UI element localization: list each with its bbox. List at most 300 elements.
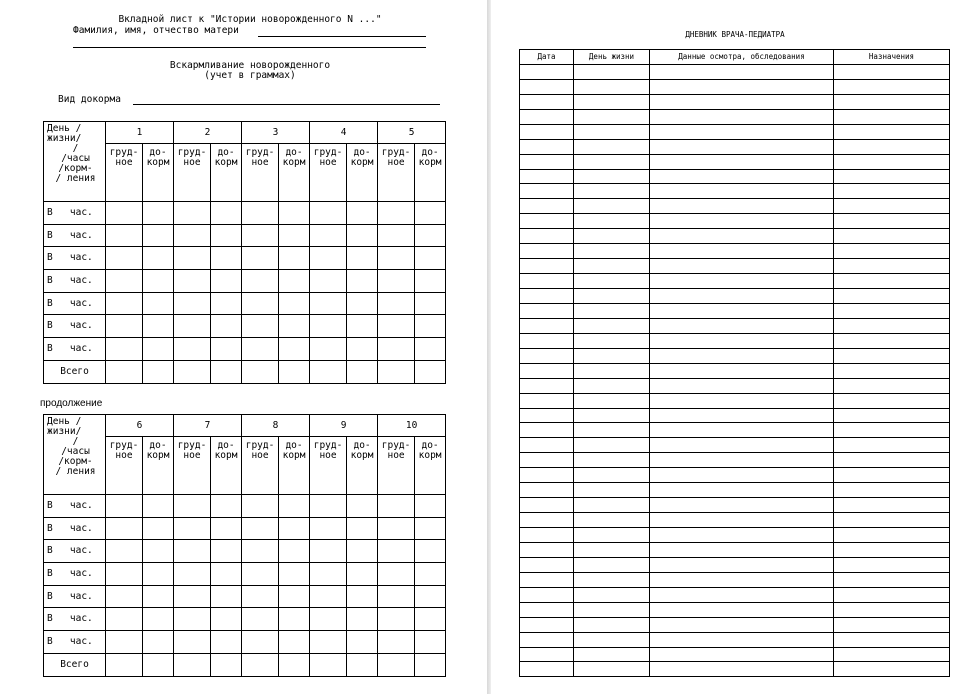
- diary-cell[interactable]: [520, 647, 574, 662]
- diary-cell[interactable]: [520, 214, 574, 229]
- diary-cell[interactable]: [574, 572, 650, 587]
- feeding-cell[interactable]: [279, 540, 310, 563]
- feeding-cell[interactable]: [310, 495, 347, 518]
- feeding-cell[interactable]: [347, 517, 378, 540]
- diary-cell[interactable]: [574, 124, 650, 139]
- feeding-cell[interactable]: [242, 224, 279, 247]
- feeding-cell[interactable]: [415, 631, 446, 654]
- diary-cell[interactable]: [834, 214, 950, 229]
- diary-cell[interactable]: [520, 139, 574, 154]
- diary-cell[interactable]: [834, 229, 950, 244]
- diary-cell[interactable]: [650, 483, 834, 498]
- feeding-cell[interactable]: [106, 270, 143, 293]
- feeding-cell[interactable]: [378, 540, 415, 563]
- feeding-cell[interactable]: [347, 224, 378, 247]
- feeding-cell[interactable]: [415, 495, 446, 518]
- feeding-cell[interactable]: [279, 563, 310, 586]
- feeding-cell[interactable]: [174, 517, 211, 540]
- diary-cell[interactable]: [834, 423, 950, 438]
- diary-cell[interactable]: [650, 244, 834, 259]
- feeding-cell[interactable]: [279, 608, 310, 631]
- feeding-cell[interactable]: [310, 338, 347, 361]
- feeding-total-cell[interactable]: [106, 653, 143, 676]
- feeding-cell[interactable]: [242, 540, 279, 563]
- diary-cell[interactable]: [520, 303, 574, 318]
- diary-cell[interactable]: [650, 169, 834, 184]
- feeding-cell[interactable]: [242, 338, 279, 361]
- diary-cell[interactable]: [650, 647, 834, 662]
- diary-cell[interactable]: [834, 199, 950, 214]
- diary-cell[interactable]: [650, 438, 834, 453]
- diary-cell[interactable]: [834, 528, 950, 543]
- diary-cell[interactable]: [834, 244, 950, 259]
- feeding-cell[interactable]: [242, 495, 279, 518]
- diary-cell[interactable]: [834, 64, 950, 79]
- mother-name-field-line2[interactable]: [73, 47, 426, 48]
- diary-cell[interactable]: [650, 259, 834, 274]
- feeding-cell[interactable]: [347, 338, 378, 361]
- diary-cell[interactable]: [520, 154, 574, 169]
- feeding-cell[interactable]: [347, 247, 378, 270]
- feeding-cell[interactable]: [143, 247, 174, 270]
- diary-cell[interactable]: [520, 378, 574, 393]
- feeding-cell[interactable]: [143, 608, 174, 631]
- diary-cell[interactable]: [574, 318, 650, 333]
- diary-cell[interactable]: [650, 348, 834, 363]
- feeding-cell[interactable]: [347, 292, 378, 315]
- diary-cell[interactable]: [650, 363, 834, 378]
- feeding-total-cell[interactable]: [174, 653, 211, 676]
- diary-cell[interactable]: [834, 169, 950, 184]
- feeding-cell[interactable]: [415, 292, 446, 315]
- feeding-cell[interactable]: [174, 608, 211, 631]
- diary-cell[interactable]: [520, 124, 574, 139]
- feeding-cell[interactable]: [106, 585, 143, 608]
- feeding-cell[interactable]: [106, 202, 143, 225]
- diary-cell[interactable]: [834, 557, 950, 572]
- feeding-cell[interactable]: [347, 270, 378, 293]
- diary-cell[interactable]: [834, 154, 950, 169]
- diary-cell[interactable]: [574, 557, 650, 572]
- feeding-total-cell[interactable]: [415, 360, 446, 383]
- feeding-cell[interactable]: [415, 608, 446, 631]
- diary-cell[interactable]: [520, 408, 574, 423]
- diary-cell[interactable]: [650, 378, 834, 393]
- diary-cell[interactable]: [650, 139, 834, 154]
- feeding-cell[interactable]: [310, 224, 347, 247]
- diary-cell[interactable]: [834, 513, 950, 528]
- diary-cell[interactable]: [520, 169, 574, 184]
- diary-cell[interactable]: [520, 617, 574, 632]
- diary-cell[interactable]: [574, 348, 650, 363]
- diary-cell[interactable]: [520, 393, 574, 408]
- diary-cell[interactable]: [574, 513, 650, 528]
- feeding-cell[interactable]: [106, 338, 143, 361]
- feeding-cell[interactable]: [378, 202, 415, 225]
- diary-cell[interactable]: [520, 94, 574, 109]
- feeding-cell[interactable]: [174, 540, 211, 563]
- diary-cell[interactable]: [650, 303, 834, 318]
- diary-cell[interactable]: [574, 542, 650, 557]
- feeding-cell[interactable]: [242, 292, 279, 315]
- feeding-cell[interactable]: [347, 540, 378, 563]
- feeding-total-cell[interactable]: [279, 653, 310, 676]
- feeding-cell[interactable]: [211, 585, 242, 608]
- diary-cell[interactable]: [834, 303, 950, 318]
- diary-cell[interactable]: [650, 318, 834, 333]
- feeding-cell[interactable]: [242, 270, 279, 293]
- diary-cell[interactable]: [834, 139, 950, 154]
- feeding-cell[interactable]: [174, 202, 211, 225]
- feeding-cell[interactable]: [174, 563, 211, 586]
- feeding-total-cell[interactable]: [106, 360, 143, 383]
- feeding-cell[interactable]: [378, 247, 415, 270]
- feeding-cell[interactable]: [279, 247, 310, 270]
- diary-cell[interactable]: [650, 453, 834, 468]
- diary-cell[interactable]: [834, 542, 950, 557]
- diary-cell[interactable]: [574, 662, 650, 677]
- diary-cell[interactable]: [520, 498, 574, 513]
- feeding-cell[interactable]: [347, 563, 378, 586]
- feeding-cell[interactable]: [143, 540, 174, 563]
- feeding-cell[interactable]: [378, 315, 415, 338]
- feeding-total-cell[interactable]: [310, 653, 347, 676]
- feeding-cell[interactable]: [279, 202, 310, 225]
- diary-cell[interactable]: [574, 632, 650, 647]
- feeding-cell[interactable]: [378, 224, 415, 247]
- feeding-cell[interactable]: [143, 631, 174, 654]
- diary-cell[interactable]: [574, 64, 650, 79]
- diary-cell[interactable]: [834, 259, 950, 274]
- diary-cell[interactable]: [650, 602, 834, 617]
- diary-cell[interactable]: [650, 214, 834, 229]
- diary-cell[interactable]: [834, 109, 950, 124]
- feeding-cell[interactable]: [279, 270, 310, 293]
- diary-cell[interactable]: [520, 528, 574, 543]
- diary-cell[interactable]: [574, 587, 650, 602]
- diary-cell[interactable]: [520, 438, 574, 453]
- feeding-cell[interactable]: [211, 292, 242, 315]
- diary-cell[interactable]: [650, 229, 834, 244]
- feeding-cell[interactable]: [242, 315, 279, 338]
- diary-cell[interactable]: [574, 393, 650, 408]
- diary-cell[interactable]: [834, 393, 950, 408]
- feeding-cell[interactable]: [242, 631, 279, 654]
- diary-cell[interactable]: [520, 109, 574, 124]
- diary-cell[interactable]: [650, 587, 834, 602]
- diary-cell[interactable]: [574, 109, 650, 124]
- feeding-cell[interactable]: [242, 517, 279, 540]
- diary-cell[interactable]: [574, 289, 650, 304]
- feeding-cell[interactable]: [279, 517, 310, 540]
- feeding-cell[interactable]: [378, 608, 415, 631]
- feeding-total-cell[interactable]: [347, 653, 378, 676]
- feeding-cell[interactable]: [415, 224, 446, 247]
- diary-cell[interactable]: [834, 438, 950, 453]
- diary-cell[interactable]: [520, 557, 574, 572]
- feeding-cell[interactable]: [310, 540, 347, 563]
- diary-cell[interactable]: [574, 423, 650, 438]
- feeding-cell[interactable]: [143, 202, 174, 225]
- diary-cell[interactable]: [520, 632, 574, 647]
- diary-cell[interactable]: [574, 498, 650, 513]
- feeding-cell[interactable]: [143, 224, 174, 247]
- feeding-total-cell[interactable]: [174, 360, 211, 383]
- feeding-cell[interactable]: [378, 631, 415, 654]
- feeding-cell[interactable]: [279, 338, 310, 361]
- diary-cell[interactable]: [520, 259, 574, 274]
- diary-cell[interactable]: [574, 214, 650, 229]
- diary-cell[interactable]: [520, 483, 574, 498]
- feeding-cell[interactable]: [106, 247, 143, 270]
- diary-cell[interactable]: [650, 468, 834, 483]
- supplement-type-field[interactable]: [133, 104, 440, 105]
- feeding-cell[interactable]: [310, 608, 347, 631]
- feeding-cell[interactable]: [310, 631, 347, 654]
- feeding-total-cell[interactable]: [143, 360, 174, 383]
- diary-cell[interactable]: [650, 572, 834, 587]
- diary-cell[interactable]: [650, 79, 834, 94]
- feeding-cell[interactable]: [174, 495, 211, 518]
- feeding-cell[interactable]: [310, 292, 347, 315]
- feeding-cell[interactable]: [106, 315, 143, 338]
- diary-cell[interactable]: [574, 199, 650, 214]
- feeding-cell[interactable]: [415, 338, 446, 361]
- diary-cell[interactable]: [520, 513, 574, 528]
- diary-cell[interactable]: [834, 662, 950, 677]
- feeding-cell[interactable]: [242, 585, 279, 608]
- feeding-cell[interactable]: [279, 315, 310, 338]
- diary-cell[interactable]: [650, 154, 834, 169]
- diary-cell[interactable]: [834, 483, 950, 498]
- diary-cell[interactable]: [834, 602, 950, 617]
- feeding-cell[interactable]: [378, 585, 415, 608]
- feeding-cell[interactable]: [347, 315, 378, 338]
- feeding-cell[interactable]: [143, 315, 174, 338]
- diary-cell[interactable]: [574, 184, 650, 199]
- feeding-cell[interactable]: [242, 247, 279, 270]
- diary-cell[interactable]: [650, 408, 834, 423]
- diary-cell[interactable]: [834, 572, 950, 587]
- diary-cell[interactable]: [650, 632, 834, 647]
- diary-cell[interactable]: [520, 79, 574, 94]
- feeding-cell[interactable]: [310, 247, 347, 270]
- feeding-cell[interactable]: [106, 517, 143, 540]
- diary-cell[interactable]: [834, 632, 950, 647]
- diary-cell[interactable]: [834, 408, 950, 423]
- diary-cell[interactable]: [834, 378, 950, 393]
- feeding-cell[interactable]: [211, 315, 242, 338]
- diary-cell[interactable]: [520, 602, 574, 617]
- diary-cell[interactable]: [574, 303, 650, 318]
- diary-cell[interactable]: [574, 169, 650, 184]
- feeding-cell[interactable]: [415, 517, 446, 540]
- diary-cell[interactable]: [574, 363, 650, 378]
- diary-cell[interactable]: [650, 498, 834, 513]
- feeding-cell[interactable]: [106, 608, 143, 631]
- feeding-cell[interactable]: [378, 292, 415, 315]
- feeding-cell[interactable]: [310, 270, 347, 293]
- diary-cell[interactable]: [650, 393, 834, 408]
- diary-cell[interactable]: [834, 318, 950, 333]
- feeding-cell[interactable]: [174, 585, 211, 608]
- feeding-cell[interactable]: [310, 585, 347, 608]
- diary-cell[interactable]: [520, 199, 574, 214]
- feeding-cell[interactable]: [415, 585, 446, 608]
- feeding-cell[interactable]: [106, 540, 143, 563]
- feeding-cell[interactable]: [143, 495, 174, 518]
- feeding-cell[interactable]: [378, 517, 415, 540]
- diary-cell[interactable]: [520, 662, 574, 677]
- diary-cell[interactable]: [650, 184, 834, 199]
- diary-cell[interactable]: [520, 229, 574, 244]
- feeding-cell[interactable]: [242, 202, 279, 225]
- mother-name-field[interactable]: [258, 36, 426, 37]
- diary-cell[interactable]: [650, 199, 834, 214]
- diary-cell[interactable]: [574, 617, 650, 632]
- diary-cell[interactable]: [834, 124, 950, 139]
- diary-cell[interactable]: [574, 453, 650, 468]
- diary-cell[interactable]: [650, 513, 834, 528]
- diary-cell[interactable]: [520, 348, 574, 363]
- diary-cell[interactable]: [574, 229, 650, 244]
- feeding-cell[interactable]: [415, 202, 446, 225]
- diary-cell[interactable]: [574, 528, 650, 543]
- diary-cell[interactable]: [834, 184, 950, 199]
- diary-cell[interactable]: [574, 259, 650, 274]
- diary-cell[interactable]: [834, 79, 950, 94]
- diary-cell[interactable]: [520, 184, 574, 199]
- feeding-cell[interactable]: [211, 517, 242, 540]
- diary-cell[interactable]: [834, 617, 950, 632]
- diary-cell[interactable]: [650, 333, 834, 348]
- feeding-cell[interactable]: [310, 315, 347, 338]
- feeding-cell[interactable]: [211, 563, 242, 586]
- diary-cell[interactable]: [520, 423, 574, 438]
- feeding-cell[interactable]: [174, 631, 211, 654]
- diary-cell[interactable]: [574, 647, 650, 662]
- feeding-cell[interactable]: [174, 224, 211, 247]
- feeding-cell[interactable]: [211, 338, 242, 361]
- feeding-cell[interactable]: [106, 292, 143, 315]
- diary-cell[interactable]: [650, 662, 834, 677]
- diary-cell[interactable]: [520, 64, 574, 79]
- diary-cell[interactable]: [834, 468, 950, 483]
- feeding-cell[interactable]: [242, 608, 279, 631]
- diary-cell[interactable]: [650, 528, 834, 543]
- feeding-cell[interactable]: [347, 608, 378, 631]
- diary-cell[interactable]: [574, 94, 650, 109]
- diary-cell[interactable]: [650, 289, 834, 304]
- diary-cell[interactable]: [574, 274, 650, 289]
- feeding-cell[interactable]: [174, 247, 211, 270]
- diary-cell[interactable]: [574, 79, 650, 94]
- diary-cell[interactable]: [520, 274, 574, 289]
- feeding-cell[interactable]: [106, 631, 143, 654]
- diary-cell[interactable]: [520, 453, 574, 468]
- feeding-cell[interactable]: [347, 585, 378, 608]
- feeding-cell[interactable]: [211, 608, 242, 631]
- feeding-cell[interactable]: [279, 631, 310, 654]
- feeding-cell[interactable]: [143, 585, 174, 608]
- diary-cell[interactable]: [574, 468, 650, 483]
- feeding-cell[interactable]: [174, 270, 211, 293]
- feeding-total-cell[interactable]: [242, 360, 279, 383]
- diary-cell[interactable]: [574, 438, 650, 453]
- feeding-total-cell[interactable]: [310, 360, 347, 383]
- feeding-cell[interactable]: [378, 270, 415, 293]
- diary-cell[interactable]: [834, 647, 950, 662]
- feeding-cell[interactable]: [211, 270, 242, 293]
- diary-cell[interactable]: [520, 572, 574, 587]
- feeding-cell[interactable]: [378, 563, 415, 586]
- feeding-cell[interactable]: [143, 517, 174, 540]
- feeding-cell[interactable]: [106, 563, 143, 586]
- feeding-cell[interactable]: [279, 292, 310, 315]
- diary-cell[interactable]: [834, 453, 950, 468]
- diary-cell[interactable]: [650, 274, 834, 289]
- feeding-cell[interactable]: [143, 270, 174, 293]
- feeding-cell[interactable]: [143, 563, 174, 586]
- diary-cell[interactable]: [520, 468, 574, 483]
- feeding-total-cell[interactable]: [378, 653, 415, 676]
- feeding-cell[interactable]: [211, 247, 242, 270]
- diary-cell[interactable]: [520, 333, 574, 348]
- diary-cell[interactable]: [520, 318, 574, 333]
- diary-cell[interactable]: [520, 542, 574, 557]
- diary-cell[interactable]: [520, 363, 574, 378]
- feeding-cell[interactable]: [174, 292, 211, 315]
- feeding-cell[interactable]: [106, 495, 143, 518]
- feeding-cell[interactable]: [415, 563, 446, 586]
- diary-cell[interactable]: [574, 602, 650, 617]
- diary-cell[interactable]: [650, 423, 834, 438]
- diary-cell[interactable]: [650, 557, 834, 572]
- diary-cell[interactable]: [834, 587, 950, 602]
- diary-cell[interactable]: [520, 587, 574, 602]
- diary-cell[interactable]: [520, 289, 574, 304]
- feeding-cell[interactable]: [211, 224, 242, 247]
- feeding-cell[interactable]: [143, 292, 174, 315]
- feeding-cell[interactable]: [378, 495, 415, 518]
- feeding-total-cell[interactable]: [415, 653, 446, 676]
- feeding-cell[interactable]: [347, 631, 378, 654]
- feeding-total-cell[interactable]: [378, 360, 415, 383]
- diary-cell[interactable]: [574, 139, 650, 154]
- diary-cell[interactable]: [834, 274, 950, 289]
- diary-cell[interactable]: [574, 154, 650, 169]
- diary-cell[interactable]: [834, 348, 950, 363]
- feeding-cell[interactable]: [143, 338, 174, 361]
- diary-cell[interactable]: [650, 64, 834, 79]
- feeding-cell[interactable]: [415, 247, 446, 270]
- feeding-cell[interactable]: [279, 585, 310, 608]
- diary-cell[interactable]: [574, 408, 650, 423]
- diary-cell[interactable]: [834, 94, 950, 109]
- feeding-cell[interactable]: [174, 315, 211, 338]
- feeding-cell[interactable]: [242, 563, 279, 586]
- diary-cell[interactable]: [574, 244, 650, 259]
- feeding-cell[interactable]: [279, 495, 310, 518]
- feeding-total-cell[interactable]: [211, 653, 242, 676]
- feeding-cell[interactable]: [415, 540, 446, 563]
- feeding-cell[interactable]: [279, 224, 310, 247]
- feeding-cell[interactable]: [310, 202, 347, 225]
- diary-cell[interactable]: [520, 244, 574, 259]
- diary-cell[interactable]: [574, 378, 650, 393]
- feeding-total-cell[interactable]: [143, 653, 174, 676]
- diary-cell[interactable]: [574, 483, 650, 498]
